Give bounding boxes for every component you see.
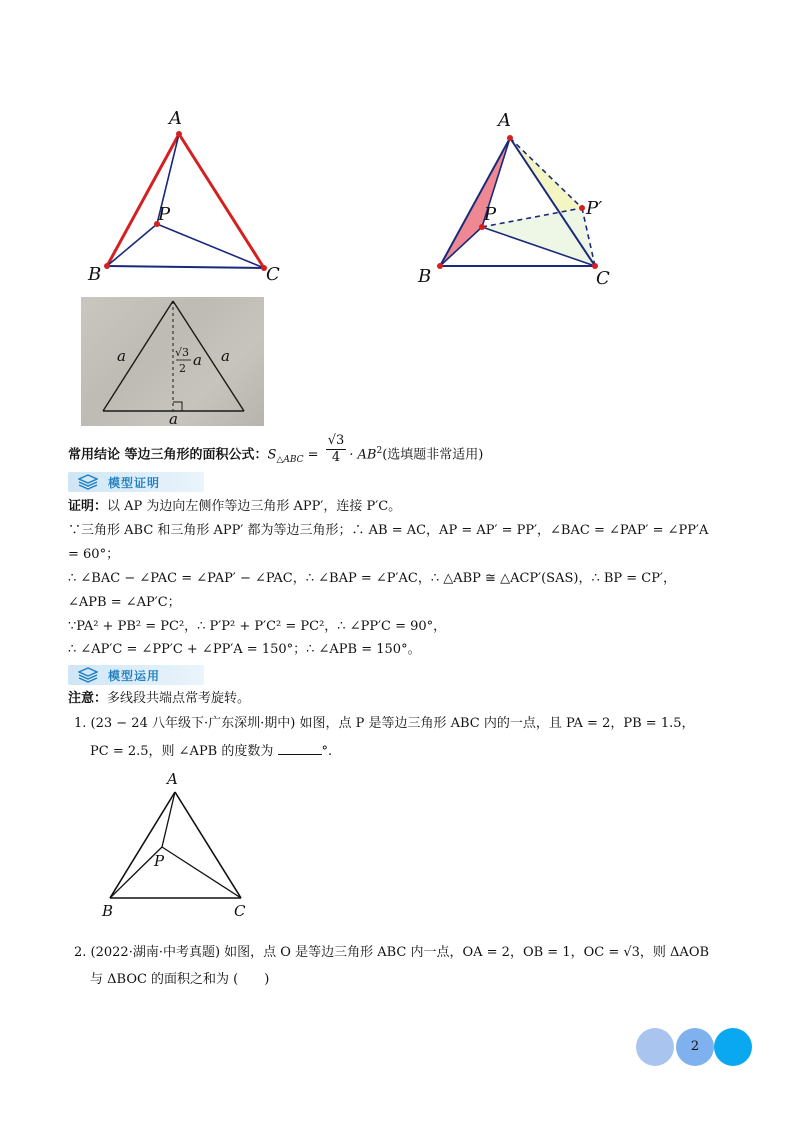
badge-circle-left bbox=[636, 1028, 674, 1066]
note-line bbox=[68, 690, 250, 708]
base-label: a bbox=[169, 410, 178, 426]
page-number: 2 bbox=[690, 1039, 700, 1054]
formula-label: 常用结论 等边三角形的面积公式： bbox=[68, 447, 268, 463]
question-1-line-2 bbox=[90, 742, 332, 761]
proof-line-7: ∴ ∠AP′C = ∠PP′C + ∠PP′A = 150°；∴ ∠APB = 150°。 bbox=[68, 642, 421, 657]
layers-icon bbox=[78, 667, 98, 683]
vertex-c-label: C bbox=[266, 264, 280, 285]
proof-line-3: = 60°； bbox=[68, 547, 120, 562]
layers-icon bbox=[78, 474, 98, 490]
figure-triangle-abc-point-p bbox=[84, 106, 294, 286]
section-use-title: 模型运用 bbox=[108, 669, 161, 683]
proof-line-4: ∴ ∠BAC − ∠PAC = ∠PAP′ − ∠PAC，∴ ∠BAP = ∠P′AC，∴ △ABP ≅ △ACP′(SAS)，∴ BP = CP′， bbox=[68, 571, 676, 586]
proof-line-6: ∵PA² + PB² = PC²，∴ P′P² + P′C² = PC²，∴ ∠PP′C = 90°， bbox=[68, 619, 447, 634]
vertex-b-label: B bbox=[418, 266, 432, 287]
formula-lhs: S bbox=[267, 447, 277, 463]
vertex-a-label: A bbox=[169, 108, 182, 129]
question-2-line-1: 2. (2022·湖南·中考真题) 如图，点 O 是等边三角形 ABC 内一点，OA = 2，OB = 1，OC = √3，则 ΔAOB bbox=[74, 945, 710, 960]
formula-lhs-sub: △ABC bbox=[276, 454, 304, 465]
section-use-tag bbox=[68, 665, 204, 685]
question-1-line-1: 1. (23 − 24 八年级下·广东深圳·期中) 如图，点 P 是等边三角形 ABC 内的一点，且 PA = 2，PB = 1.5， bbox=[74, 716, 695, 731]
vertex-c-label: C bbox=[596, 268, 610, 289]
answer-blank[interactable] bbox=[278, 742, 322, 755]
formula-fraction-num: √3 bbox=[327, 433, 345, 449]
section-proof-title: 模型证明 bbox=[108, 476, 161, 490]
note-label: 注意： bbox=[68, 691, 108, 706]
area-formula bbox=[68, 433, 484, 469]
figure-rotation-construction bbox=[412, 106, 632, 290]
formula-fraction bbox=[326, 433, 347, 466]
note-text: 多线段共端点常考旋转。 bbox=[107, 691, 251, 706]
height-denominator: 2 bbox=[179, 362, 186, 375]
height-variable: a bbox=[193, 351, 202, 369]
formula-rhs: · AB bbox=[349, 447, 377, 463]
proof-line-5: ∠APB = ∠AP′C； bbox=[68, 595, 181, 610]
badge-circle-right bbox=[714, 1028, 752, 1066]
question-2-line-2: 与 ΔBOC 的面积之和为 ( ) bbox=[90, 972, 270, 987]
vertex-b-label: B bbox=[102, 902, 114, 920]
formula-note: (选填题非常适用) bbox=[382, 447, 484, 463]
point-p-prime-label: P′ bbox=[586, 198, 603, 219]
equilateral-triangle-photo bbox=[81, 297, 264, 426]
question-1-text: PC = 2.5，则 ∠APB 的度数为 bbox=[90, 744, 274, 759]
figure-question-1-triangle bbox=[96, 766, 266, 924]
formula-fraction-den: 4 bbox=[331, 450, 341, 466]
proof-line-1 bbox=[68, 498, 401, 516]
height-numerator: √3 bbox=[175, 346, 190, 359]
side-right-label: a bbox=[221, 347, 230, 365]
section-proof-tag bbox=[68, 472, 204, 492]
point-p-label: P bbox=[484, 204, 497, 225]
point-p-label: P bbox=[154, 852, 165, 870]
side-left-label: a bbox=[117, 347, 126, 365]
vertex-a-label: A bbox=[167, 770, 178, 788]
vertex-b-label: B bbox=[88, 264, 102, 285]
proof-line-2: ∵三角形 ABC 和三角形 APP′ 都为等边三角形；∴ AB = AC，AP = AP′ = PP′，∠BAC = ∠PAP′ = ∠PP′A bbox=[68, 523, 709, 538]
proof-label: 证明： bbox=[68, 499, 108, 514]
vertex-c-label: C bbox=[234, 902, 246, 920]
formula-eq: = bbox=[303, 447, 323, 463]
formula-rhs-sup: 2 bbox=[376, 446, 383, 456]
vertex-a-label: A bbox=[498, 110, 511, 131]
point-p-label: P bbox=[158, 204, 171, 225]
proof-text-1: 以 AP 为边向左侧作等边三角形 APP′，连接 P′C。 bbox=[107, 499, 402, 514]
question-1-degree: °. bbox=[321, 744, 333, 759]
